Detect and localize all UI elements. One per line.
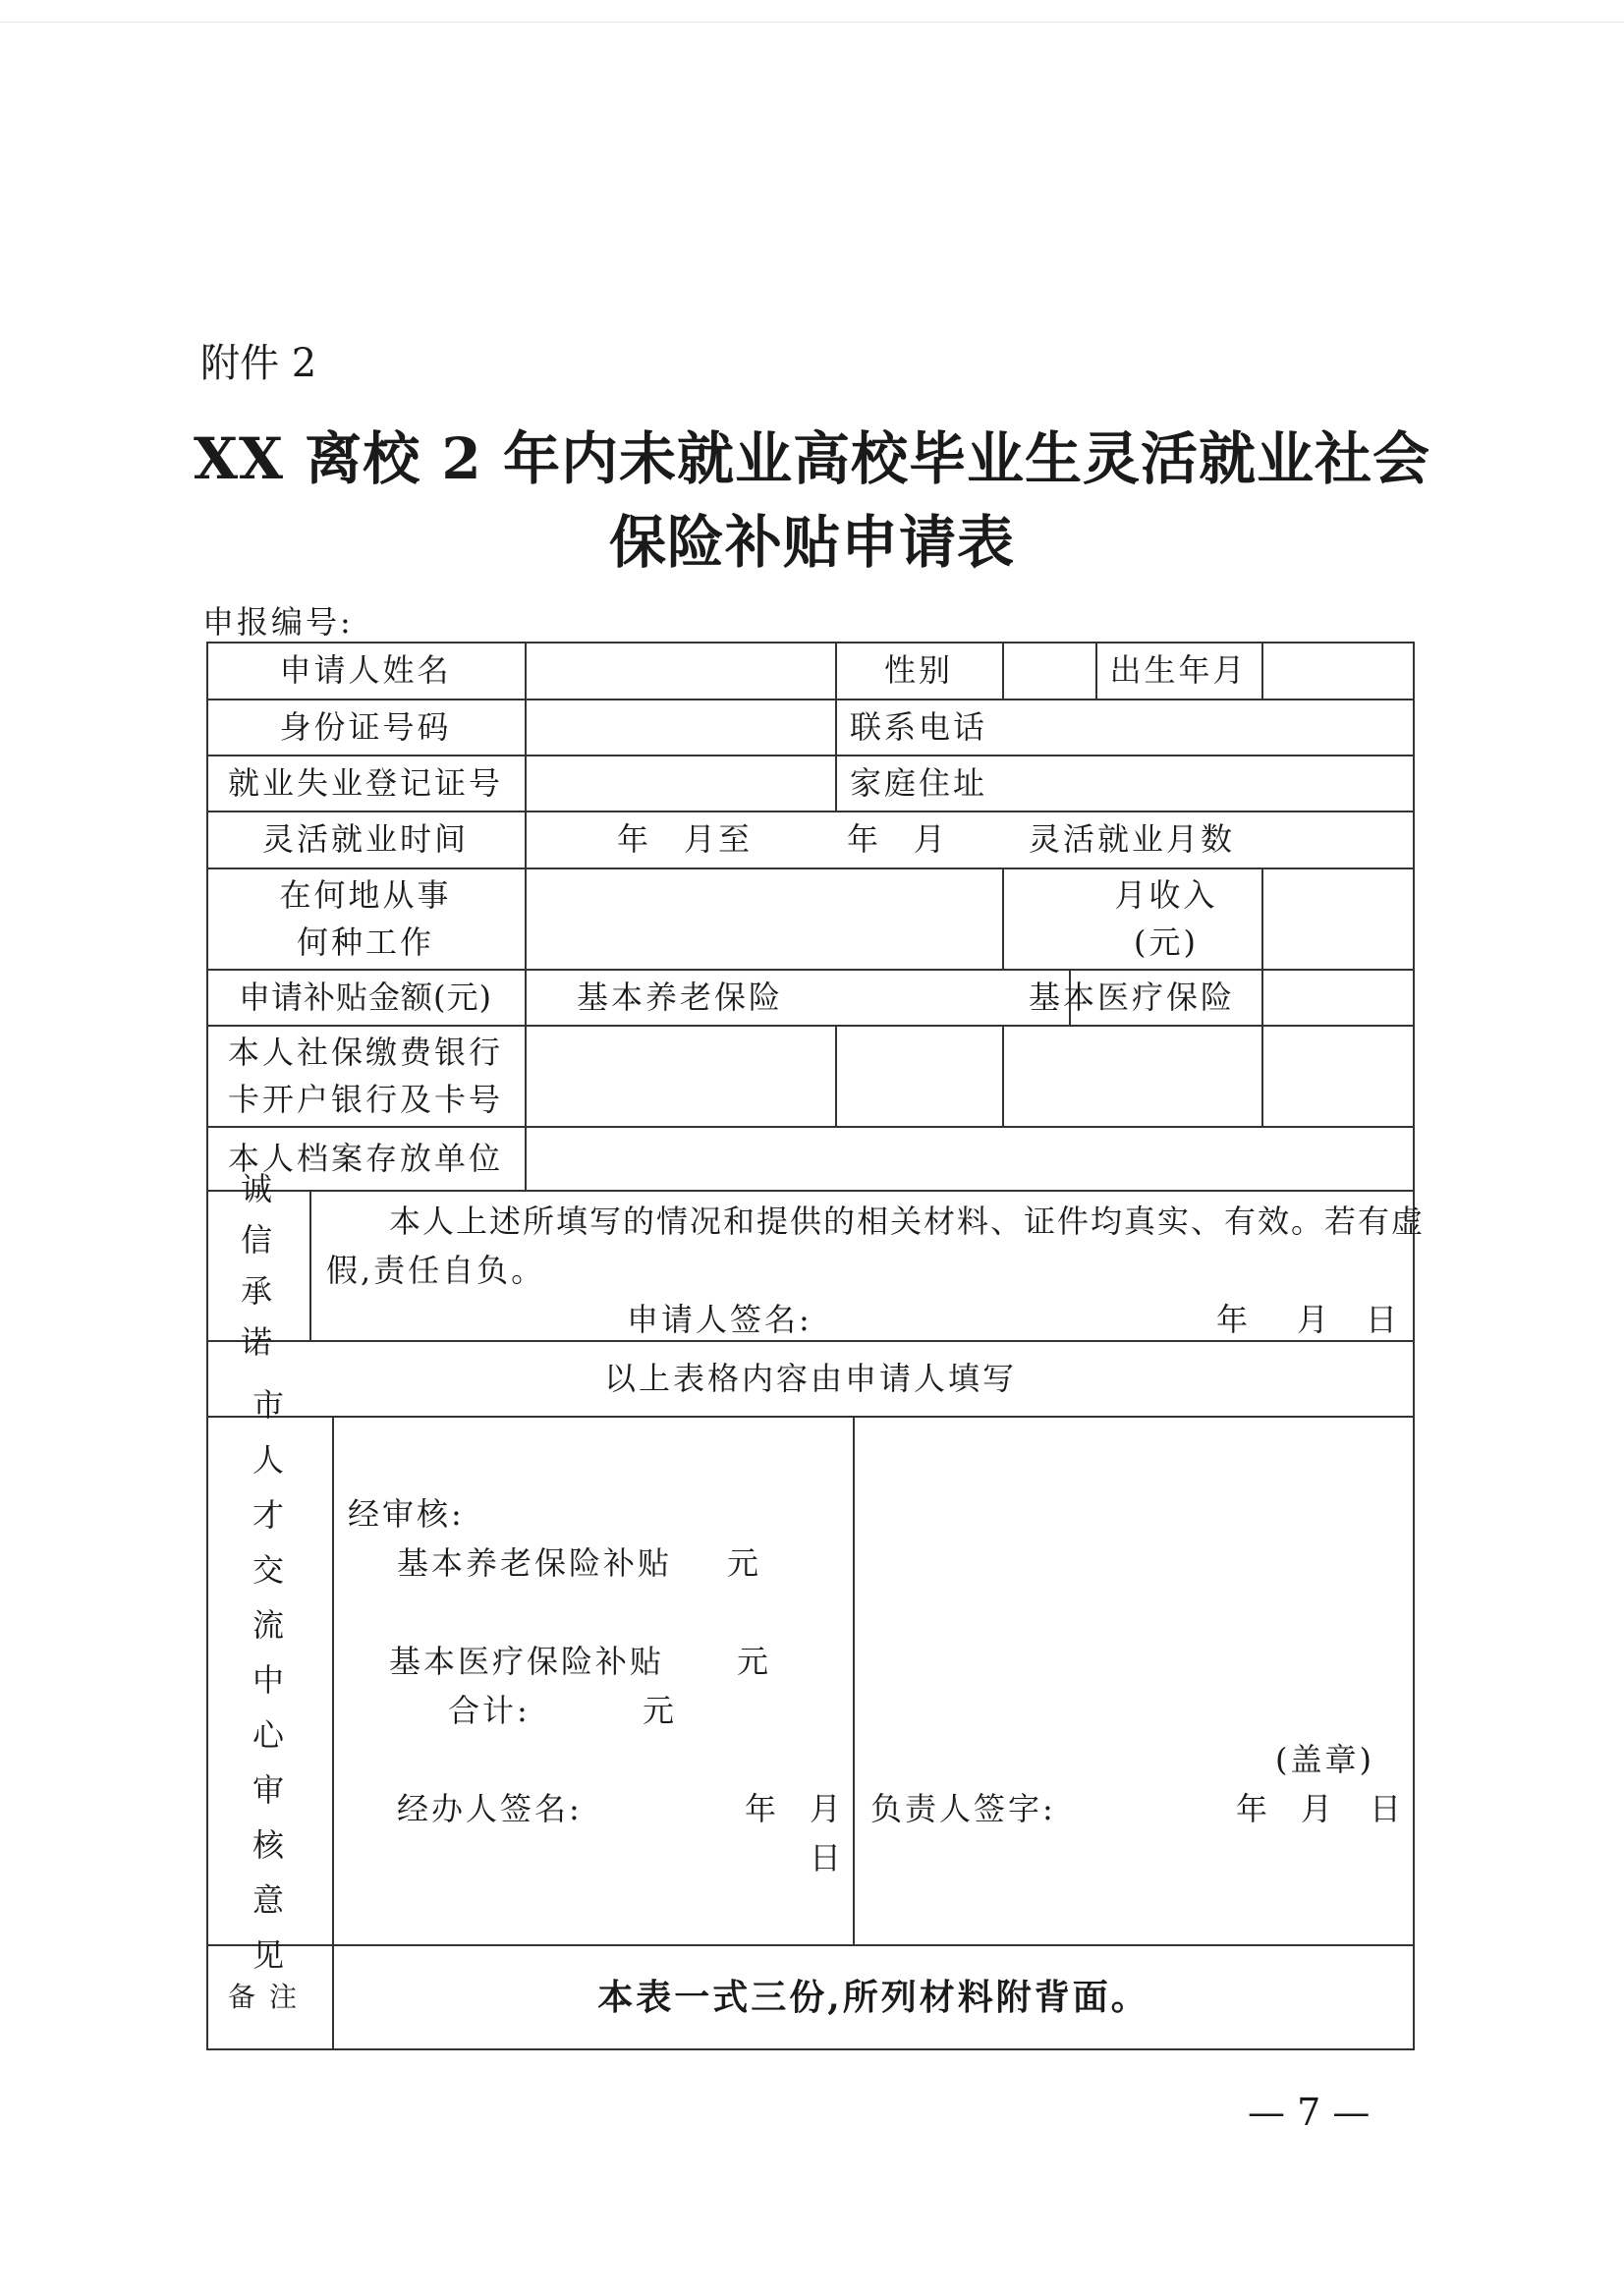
column-divider bbox=[309, 1190, 311, 1340]
page-top-edge bbox=[0, 22, 1624, 23]
time-month-to: 月至 bbox=[684, 820, 754, 858]
total-label: 合计: bbox=[448, 1692, 531, 1729]
medical-subsidy-label: 基本医疗保险补贴 bbox=[389, 1643, 665, 1680]
id-number-label: 身份证号码 bbox=[279, 707, 452, 746]
home-address-field[interactable] bbox=[1004, 756, 1411, 809]
monthly-income-label bbox=[1002, 868, 1261, 969]
work-place-field[interactable] bbox=[527, 869, 1000, 967]
time-year-2: 年 bbox=[847, 820, 882, 858]
time-year-1: 年 bbox=[617, 820, 652, 858]
work-place-line-1: 在何地从事 bbox=[279, 875, 452, 914]
subsidy-amount-label: 申请补贴金额(元) bbox=[239, 978, 492, 1016]
serial-number-label: 申报编号: bbox=[202, 603, 354, 641]
bank-line-2: 卡开户银行及卡号 bbox=[227, 1080, 503, 1118]
medical-insurance-label: 基本医疗保险 bbox=[1028, 978, 1235, 1016]
leader-signature-label: 负责人签字: bbox=[870, 1790, 1056, 1827]
gender-label: 性别 bbox=[883, 651, 953, 689]
handler-date-year: 年 bbox=[745, 1790, 780, 1827]
registration-cert-label: 就业失业登记证号 bbox=[227, 763, 503, 802]
home-address-label: 家庭住址 bbox=[849, 763, 987, 802]
review-opinion-label: 市人才交流中心审核意见 bbox=[252, 1386, 311, 1974]
archive-unit-field[interactable] bbox=[527, 1128, 1411, 1188]
applicant-name-field[interactable] bbox=[527, 644, 833, 697]
pension-amount-field[interactable] bbox=[837, 971, 1000, 1023]
form-title-line-2: 保险补贴申请表 bbox=[608, 509, 1015, 576]
bank-account-label bbox=[206, 1025, 525, 1126]
pension-subsidy-label: 基本养老保险补贴 bbox=[397, 1544, 673, 1582]
id-number-field[interactable] bbox=[527, 700, 833, 753]
reviewed-label: 经审核: bbox=[348, 1495, 465, 1533]
work-place-line-2: 何种工作 bbox=[296, 923, 434, 961]
total-unit: 元 bbox=[643, 1692, 678, 1729]
medical-amount-field[interactable] bbox=[1263, 971, 1411, 1023]
flex-employment-time-label: 灵活就业时间 bbox=[261, 820, 469, 858]
medical-subsidy-unit: 元 bbox=[737, 1643, 772, 1680]
time-month-2: 月 bbox=[914, 820, 949, 858]
leader-date-day: 日 bbox=[1370, 1790, 1405, 1827]
remark-text: 本表一式三份,所列材料附背面。 bbox=[597, 1977, 1149, 2018]
applicant-filled-note: 以上表格内容由申请人填写 bbox=[603, 1359, 1017, 1397]
applicant-signature-label: 申请人签名: bbox=[627, 1301, 812, 1338]
birth-date-label: 出生年月 bbox=[1109, 651, 1248, 689]
phone-label: 联系电话 bbox=[849, 707, 987, 746]
bank-account-field[interactable] bbox=[527, 1027, 1411, 1124]
pledge-text-line-1: 本人上述所填写的情况和提供的相关材料、证件均真实、有效。若有虚 bbox=[389, 1203, 1426, 1240]
flex-months-label: 灵活就业月数 bbox=[1028, 820, 1235, 858]
leader-date-month: 月 bbox=[1301, 1790, 1336, 1827]
handler-signature-label: 经办人签名: bbox=[397, 1790, 583, 1827]
row-divider bbox=[206, 1190, 1415, 1192]
sign-date-day: 日 bbox=[1366, 1301, 1401, 1338]
birth-date-field[interactable] bbox=[1263, 644, 1411, 697]
phone-field[interactable] bbox=[1004, 700, 1411, 753]
bank-line-1: 本人社保缴费银行 bbox=[227, 1033, 503, 1071]
form-title-line-1: XX 离校 2 年内未就业高校毕业生灵活就业社会 bbox=[194, 425, 1430, 492]
column-divider bbox=[853, 1416, 855, 1944]
registration-cert-field[interactable] bbox=[527, 756, 833, 809]
integrity-pledge-label: 诚信承诺 bbox=[240, 1169, 275, 1361]
row-divider bbox=[206, 1416, 1415, 1418]
income-line-2: (元) bbox=[1134, 923, 1199, 961]
page-number: — 7 — bbox=[1248, 2091, 1371, 2134]
handler-date-month: 月 bbox=[810, 1790, 845, 1827]
archive-unit-label: 本人档案存放单位 bbox=[227, 1139, 503, 1177]
remark-label: 备注 bbox=[227, 1981, 310, 2013]
attachment-label: 附件 2 bbox=[200, 341, 317, 386]
income-line-1: 月收入 bbox=[1114, 875, 1218, 914]
leader-date-year: 年 bbox=[1236, 1790, 1271, 1827]
pension-insurance-label: 基本养老保险 bbox=[576, 978, 783, 1016]
handler-date-day: 日 bbox=[810, 1839, 845, 1876]
work-place-label bbox=[206, 868, 525, 969]
gender-field[interactable] bbox=[1004, 644, 1093, 697]
monthly-income-field[interactable] bbox=[1263, 869, 1411, 967]
seal-label: (盖章) bbox=[1275, 1741, 1374, 1778]
pledge-text-line-2: 假,责任自负。 bbox=[326, 1252, 546, 1289]
flex-months-field[interactable] bbox=[1263, 812, 1411, 866]
sign-date-month: 月 bbox=[1297, 1301, 1332, 1338]
application-form-table bbox=[206, 642, 1426, 2050]
applicant-name-label: 申请人姓名 bbox=[279, 651, 452, 689]
pension-subsidy-unit: 元 bbox=[727, 1544, 762, 1582]
sign-date-year: 年 bbox=[1216, 1301, 1252, 1338]
